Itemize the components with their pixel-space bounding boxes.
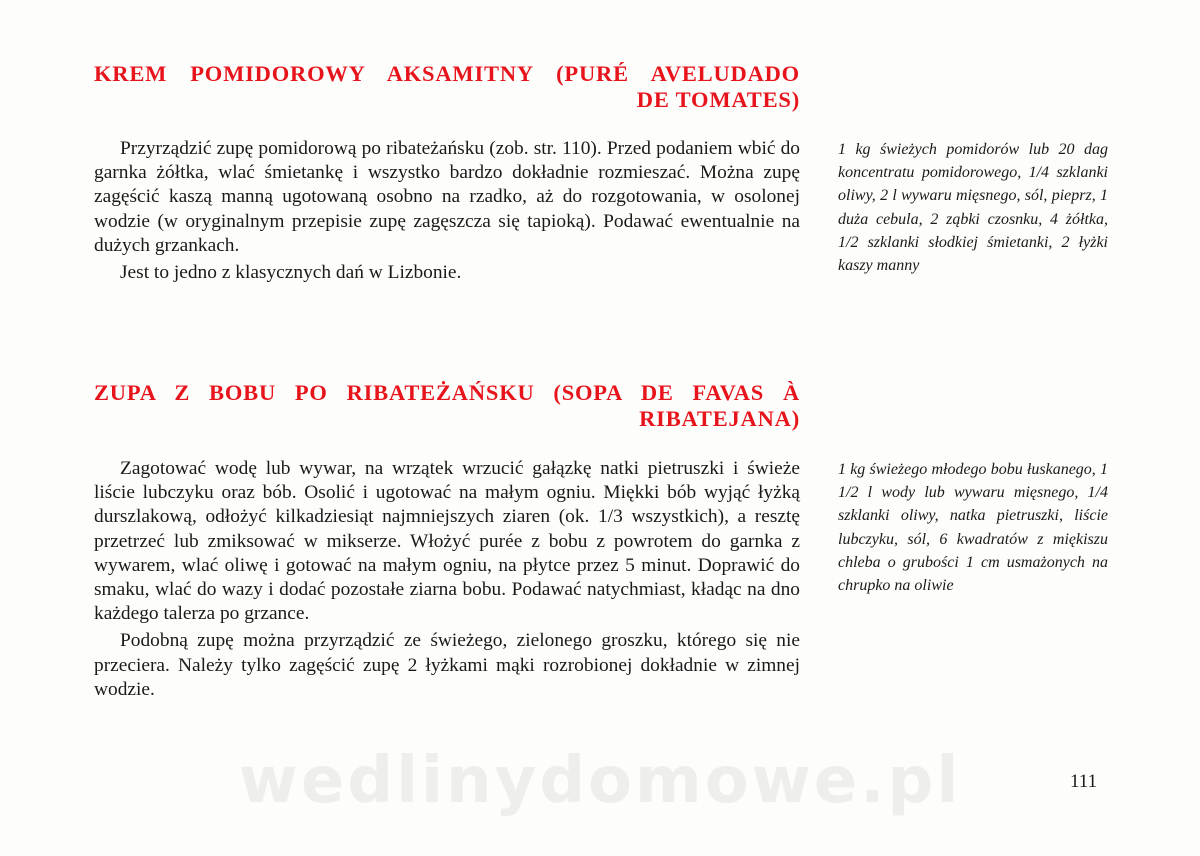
recipe-2-ingredients: 1 kg świeżego młodego bobu łuskanego, 1 1/2 l wody lub wywaru mięsnego, 1/4 szklanki oliwy, natka pietruszki, liście lubczyku, sól, 6 kwadratów z miękiszu chleba o grubości 1 cm usmażonych na chrupko na oliwie <box>838 461 1108 595</box>
recipe-2-paragraph-1: Zagotować wodę lub wywar, na wrzątek wrzucić gałązkę natki pietruszki i świeże liście lubczyku oraz bób. Osolić i ugotować na małym ogniu. Miękki bób wyjąć łyżką durszlakową, odłożyć kilkadziesiąt najmniejszych ziaren (ok. 1/3 wszystkich), a resztę przetrzeć lub zmiksować w mikserze. Włożyć purée z bobu z powrotem do garnka z wywarem, wlać oliwę i gotować na małym ogniu, na płytce przez 5 minut. Doprawić do smaku, wlać do wazy i dodać pozostałe ziarna bobu. Podawać natychmiast, kładąc na dno każdego talerza po grzance. <box>94 458 800 625</box>
recipe-1-paragraph-1: Przyrządzić zupę pomidorową po ribateżańsku (zob. str. 110). Przed podaniem wbić do garnka żółtka, wlać śmietankę i wszystko bardzo dokładnie rozmieszać. Można zupę zagęścić kaszą manną ugotowaną osobno na rzadko, aż do rozgotowania, w osolonej wodzie (w oryginalnym przepisie zupę zagęszcza się tapioką). Podawać ewentualnie na dużych grzankach. <box>94 138 800 256</box>
recipe-2-title <box>94 380 800 432</box>
recipe-1-instructions <box>94 137 800 285</box>
recipe-2-title-line-2: RIBATEJANA) <box>639 406 800 431</box>
watermark: wedlinydomowe.pl <box>238 744 962 818</box>
recipe-2-paragraph-2: Podobną zupę można przyrządzić ze świeżego, zielonego groszku, którego się nie przeciera. Należy tylko zagęścić zupę 2 łyżkami mąki rozrobionej dokładnie w zimnej wodzie. <box>94 630 800 700</box>
recipe-1-title <box>94 61 800 113</box>
recipe-1-ingredients: 1 kg świeżych pomidorów lub 20 dag koncentratu pomidorowego, 1/4 szklanki oliwy, 2 l wywaru mięsnego, sól, pieprz, 1 duża cebula, 2 ząbki czosnku, 4 żółtka, 1/2 szklanki słodkiej śmietanki, 2 łyżki kaszy manny <box>838 141 1108 275</box>
recipe-1-title-line-2: DE TOMATES) <box>636 87 800 112</box>
recipe-1-paragraph-2: Jest to jedno z klasycznych dań w Lizbonie. <box>120 262 462 284</box>
recipe-2-instructions <box>94 457 800 702</box>
recipe-1-title-line-1: KREM POMIDOROWY AKSAMITNY (PURÉ AVELUDADO <box>94 61 800 86</box>
recipe-2-title-line-1: ZUPA Z BOBU PO RIBATEŻAŃSKU (SOPA DE FAVAS À <box>94 380 800 405</box>
page-number: 111 <box>1070 771 1098 792</box>
